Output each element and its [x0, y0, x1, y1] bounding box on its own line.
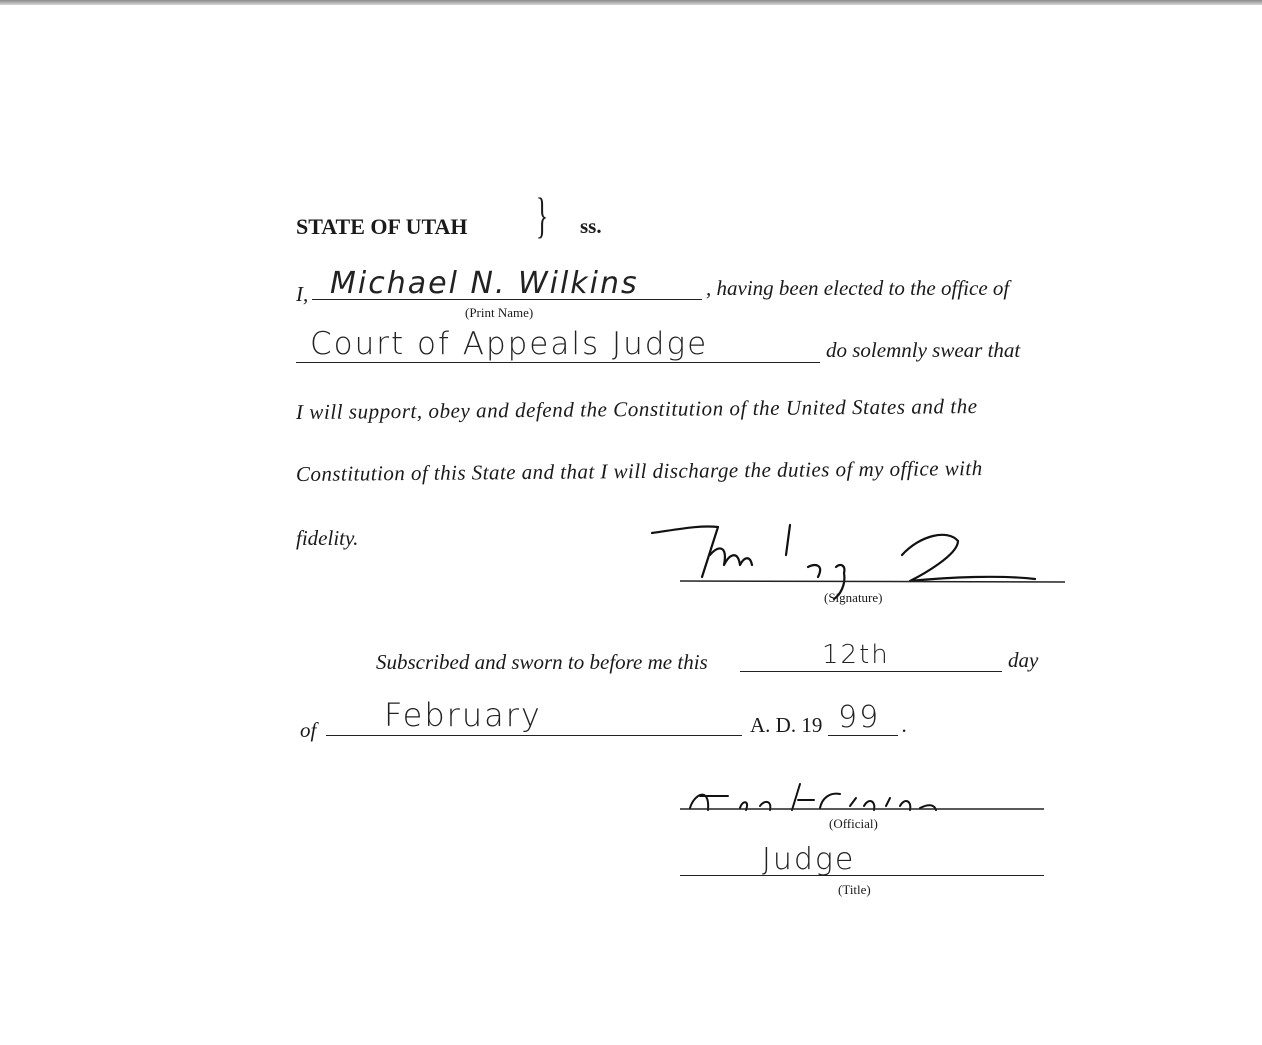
print-name-caption: (Print Name)	[465, 305, 534, 320]
elected-text: , having been elected to the office of	[706, 276, 1010, 300]
oath-line-5: fidelity.	[296, 526, 359, 550]
month-value: February	[384, 696, 542, 734]
day-line	[740, 671, 1002, 672]
office-value: Court of Appeals Judge	[310, 326, 709, 362]
title-value: Judge	[762, 842, 856, 877]
official-caption: (Official)	[829, 816, 878, 831]
oath-line-4: Constitution of this State and that I will discharge the duties of my office with	[295, 456, 983, 486]
swear-text: do solemnly swear that	[826, 338, 1021, 362]
of-text: of	[300, 718, 317, 742]
scan-edge	[0, 0, 1262, 5]
day-value: 12th	[822, 640, 890, 670]
ss-label: ss.	[580, 214, 602, 238]
year-line	[828, 735, 898, 736]
day-text: day	[1008, 648, 1039, 672]
oath-line-3: I will support, obey and defend the Constitution of the United States and the	[295, 394, 978, 424]
brace: }	[536, 187, 548, 243]
state-heading: STATE OF UTAH	[296, 214, 468, 239]
month-line	[326, 735, 742, 736]
title-line	[680, 875, 1044, 876]
year-period: .	[902, 713, 908, 737]
year-value: 99	[838, 700, 881, 735]
subscribed-text: Subscribed and sworn to before me this	[376, 650, 708, 674]
print-name-value: Michael N. Wilkins	[330, 266, 639, 301]
signature-caption: (Signature)	[824, 590, 883, 605]
ad-text: A. D. 19	[750, 713, 823, 737]
oath-prefix: I,	[296, 282, 309, 306]
office-line	[296, 362, 820, 363]
official-signature-image	[680, 770, 1050, 820]
title-caption: (Title)	[838, 882, 871, 897]
